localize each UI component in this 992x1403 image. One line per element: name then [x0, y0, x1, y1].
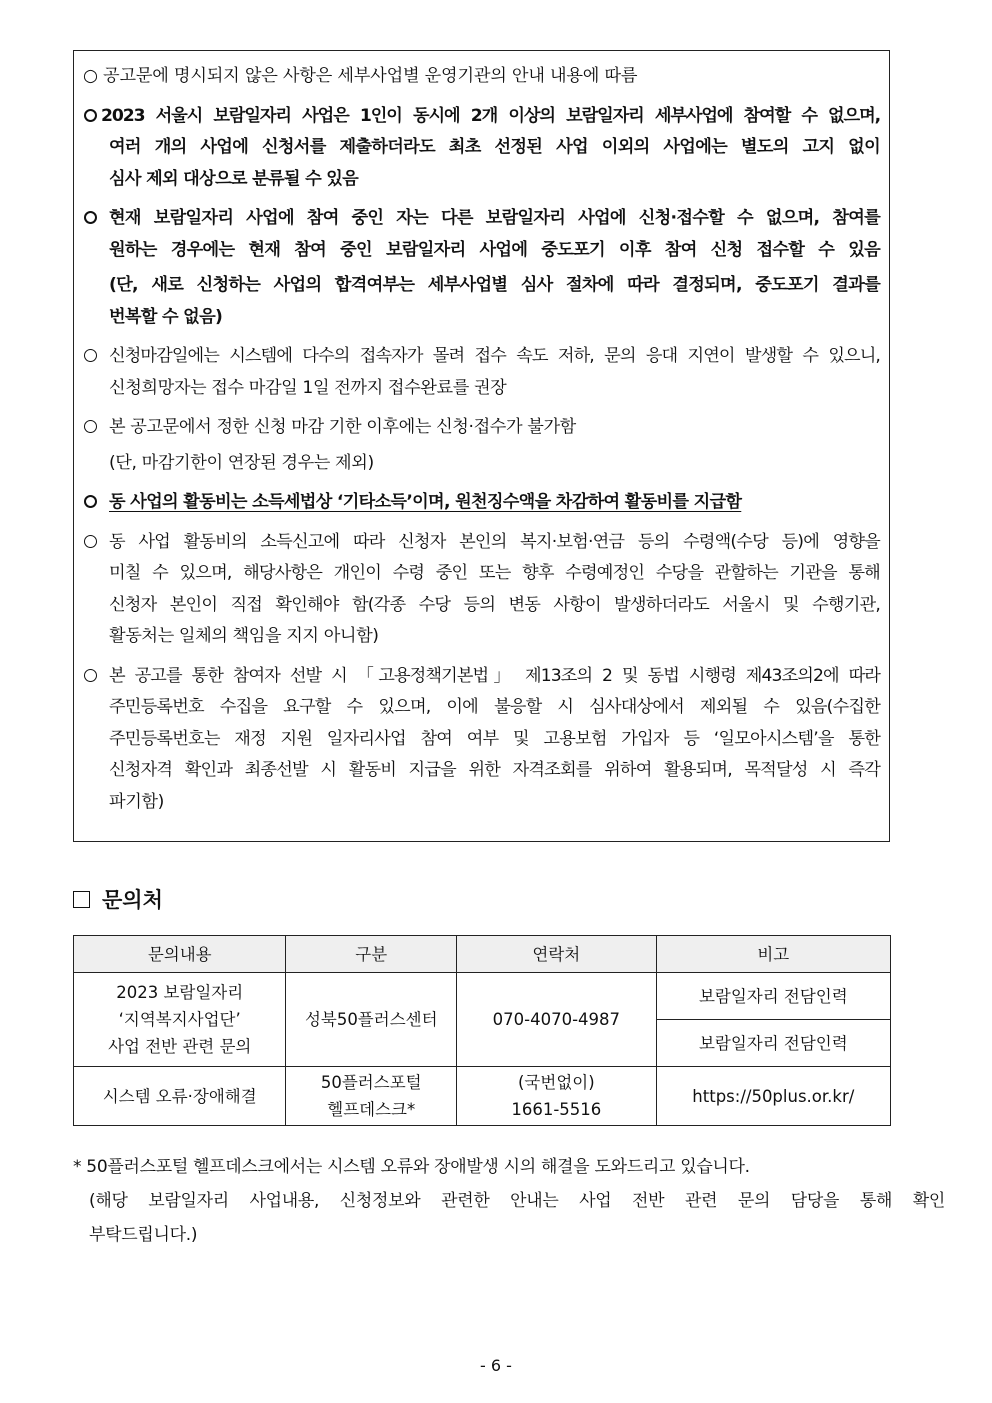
contact-cell: 070-4070-4987 — [457, 973, 657, 1067]
notice-line: 주민등록번호 수집을 요구할 수 있으며, 이에 불응할 시 심사대상에서 제외될 수 있음(수집한 — [109, 697, 880, 717]
circle-bullet-icon — [84, 495, 97, 508]
header-cell: 구분 — [286, 936, 457, 973]
table-row — [74, 973, 891, 1020]
square-bullet-icon — [73, 891, 90, 908]
notice-line: 여러 개의 사업에 신청서를 제출하더라도 최초 선정된 사업 이외의 사업에는 별도의 고지 없이 — [109, 137, 880, 157]
notice-line: 현재 보람일자리 사업에 참여 중인 자는 다른 보람일자리 사업에 신청·접수할 수 없으며, 참여를 — [109, 208, 880, 228]
inquiry-content-cell: 시스템 오류·장애해결 — [74, 1067, 286, 1126]
cell-line: 사업 전반 관련 문의 — [108, 1037, 252, 1056]
table-header-row — [74, 936, 891, 973]
notice-line: 본 공고문에서 정한 신청 마감 기한 이후에는 신청·접수가 불가함 — [109, 417, 576, 437]
section-title-text: 문의처 — [102, 888, 163, 912]
circle-bullet-icon — [84, 349, 97, 362]
notice-line: 2023 서울시 보람일자리 사업은 1인이 동시에 2개 이상의 보람일자리 세부사업에 참여할 수 없으며, — [101, 105, 880, 126]
cell-line: ‘지역복지사업단’ — [118, 1010, 241, 1029]
header-cell: 연락처 — [457, 936, 657, 973]
notice-line: 신청마감일에는 시스템에 다수의 접속자가 몰려 접수 속도 저하, 문의 응대 지연이 발생할 수 있으니, — [109, 346, 880, 366]
notice-line: 번복할 수 없음) — [109, 306, 223, 327]
notice-item — [83, 203, 880, 266]
notice-line: 파기함) — [109, 791, 164, 812]
notes-cell: 보람일자리 전담인력 — [656, 973, 890, 1020]
notice-line: (단, 마감기한이 연장된 경우는 제외) — [109, 452, 374, 473]
notice-item — [83, 527, 880, 653]
notice-item — [83, 61, 880, 93]
notice-sub — [83, 270, 880, 333]
circle-bullet-icon — [84, 669, 97, 682]
cell-line: 50플러스포털 — [320, 1073, 422, 1092]
notice-line: 동 사업의 활동비는 소득세법상 ‘기타소득’이며, 원천징수액을 차감하여 활동비를 지급함 — [109, 492, 742, 512]
cell-line: (국번없이) — [518, 1073, 595, 1092]
contact-cell — [457, 1067, 657, 1126]
cell-line: 헬프데스크* — [327, 1100, 416, 1119]
notice-line: 동 사업 활동비의 소득신고에 따라 신청자 본인의 복지·보험·연금 등의 수령액(수당 등)에 영향을 — [109, 531, 880, 552]
notice-line: 활동처는 일체의 책임을 지지 아니함) — [109, 626, 379, 646]
notice-item — [83, 341, 880, 404]
section-title — [73, 884, 163, 914]
notice-line: 신청자격 확인과 최종선발 시 활동비 지급을 위한 자격조회를 위하여 활용되며, 목적달성 시 즉각 — [109, 760, 880, 780]
footnote-line: (해당 보람일자리 사업내용, 신청정보와 관련한 안내는 사업 전반 관련 문의 담당을 통해 확인 — [89, 1191, 945, 1211]
circle-bullet-icon — [84, 420, 97, 433]
notice-line: 주민등록번호는 재정 지원 일자리사업 참여 여부 및 고용보험 가입자 등 ‘일모아시스템’을 통한 — [109, 728, 880, 749]
header-cell: 비고 — [656, 936, 890, 973]
notice-sub — [83, 448, 880, 480]
type-cell — [286, 1067, 457, 1126]
notice-item — [83, 661, 880, 819]
website-link[interactable]: https://50plus.or.kr/ — [656, 1067, 890, 1126]
cell-line: 2023 보람일자리 — [116, 983, 244, 1002]
notice-item — [83, 487, 880, 519]
cell-line: 1661-5516 — [511, 1100, 602, 1119]
contact-table — [73, 935, 891, 1126]
notice-item — [83, 412, 880, 444]
type-cell: 성북50플러스센터 — [286, 973, 457, 1067]
footnote-line: * 50플러스포털 헬프데스크에서는 시스템 오류와 장애발생 시의 해결을 도와드리고 있습니다. — [73, 1157, 750, 1177]
notice-line: 신청희망자는 접수 마감일 1일 전까지 접수완료를 권장 — [109, 377, 507, 398]
circle-bullet-icon — [84, 211, 97, 224]
footnote-line: 부탁드립니다.) — [89, 1225, 198, 1245]
page-number: - 6 - — [480, 1356, 512, 1375]
notice-line: ○ 공고문에 명시되지 않은 사항은 세부사업별 운영기관의 안내 내용에 따름 — [83, 66, 638, 86]
notice-line: 미칠 수 있으며, 해당사항은 개인이 수령 중인 또는 향후 수령예정인 수당을 관할하는 기관을 통해 — [109, 563, 880, 583]
notice-box — [73, 50, 890, 842]
notice-line: 원하는 경우에는 현재 참여 중인 보람일자리 사업에 중도포기 이후 참여 신청 접수할 수 있음 — [109, 239, 880, 260]
notice-line: (단, 새로 신청하는 사업의 합격여부는 세부사업별 심사 절차에 따라 결정되며, 중도포기 결과를 — [109, 275, 880, 295]
inquiry-content-cell — [74, 973, 286, 1067]
circle-bullet-icon — [84, 109, 97, 122]
header-cell: 문의내용 — [74, 936, 286, 973]
notice-line: 본 공고를 통한 참여자 선발 시 「고용정책기본법」 제13조의 2 및 동법 시행령 제43조의2에 따라 — [109, 665, 880, 686]
table-row — [74, 1067, 891, 1126]
notice-line: 심사 제외 대상으로 분류될 수 있음 — [109, 168, 359, 189]
footnote — [73, 1150, 945, 1252]
circle-bullet-icon — [84, 535, 97, 548]
notes-cell: 보람일자리 전담인력 — [656, 1020, 890, 1067]
notice-item — [83, 101, 880, 196]
notice-line: 신청자 본인이 직접 확인해야 함(각종 수당 등의 변동 사항이 발생하더라도 서울시 및 수행기관, — [109, 594, 880, 615]
